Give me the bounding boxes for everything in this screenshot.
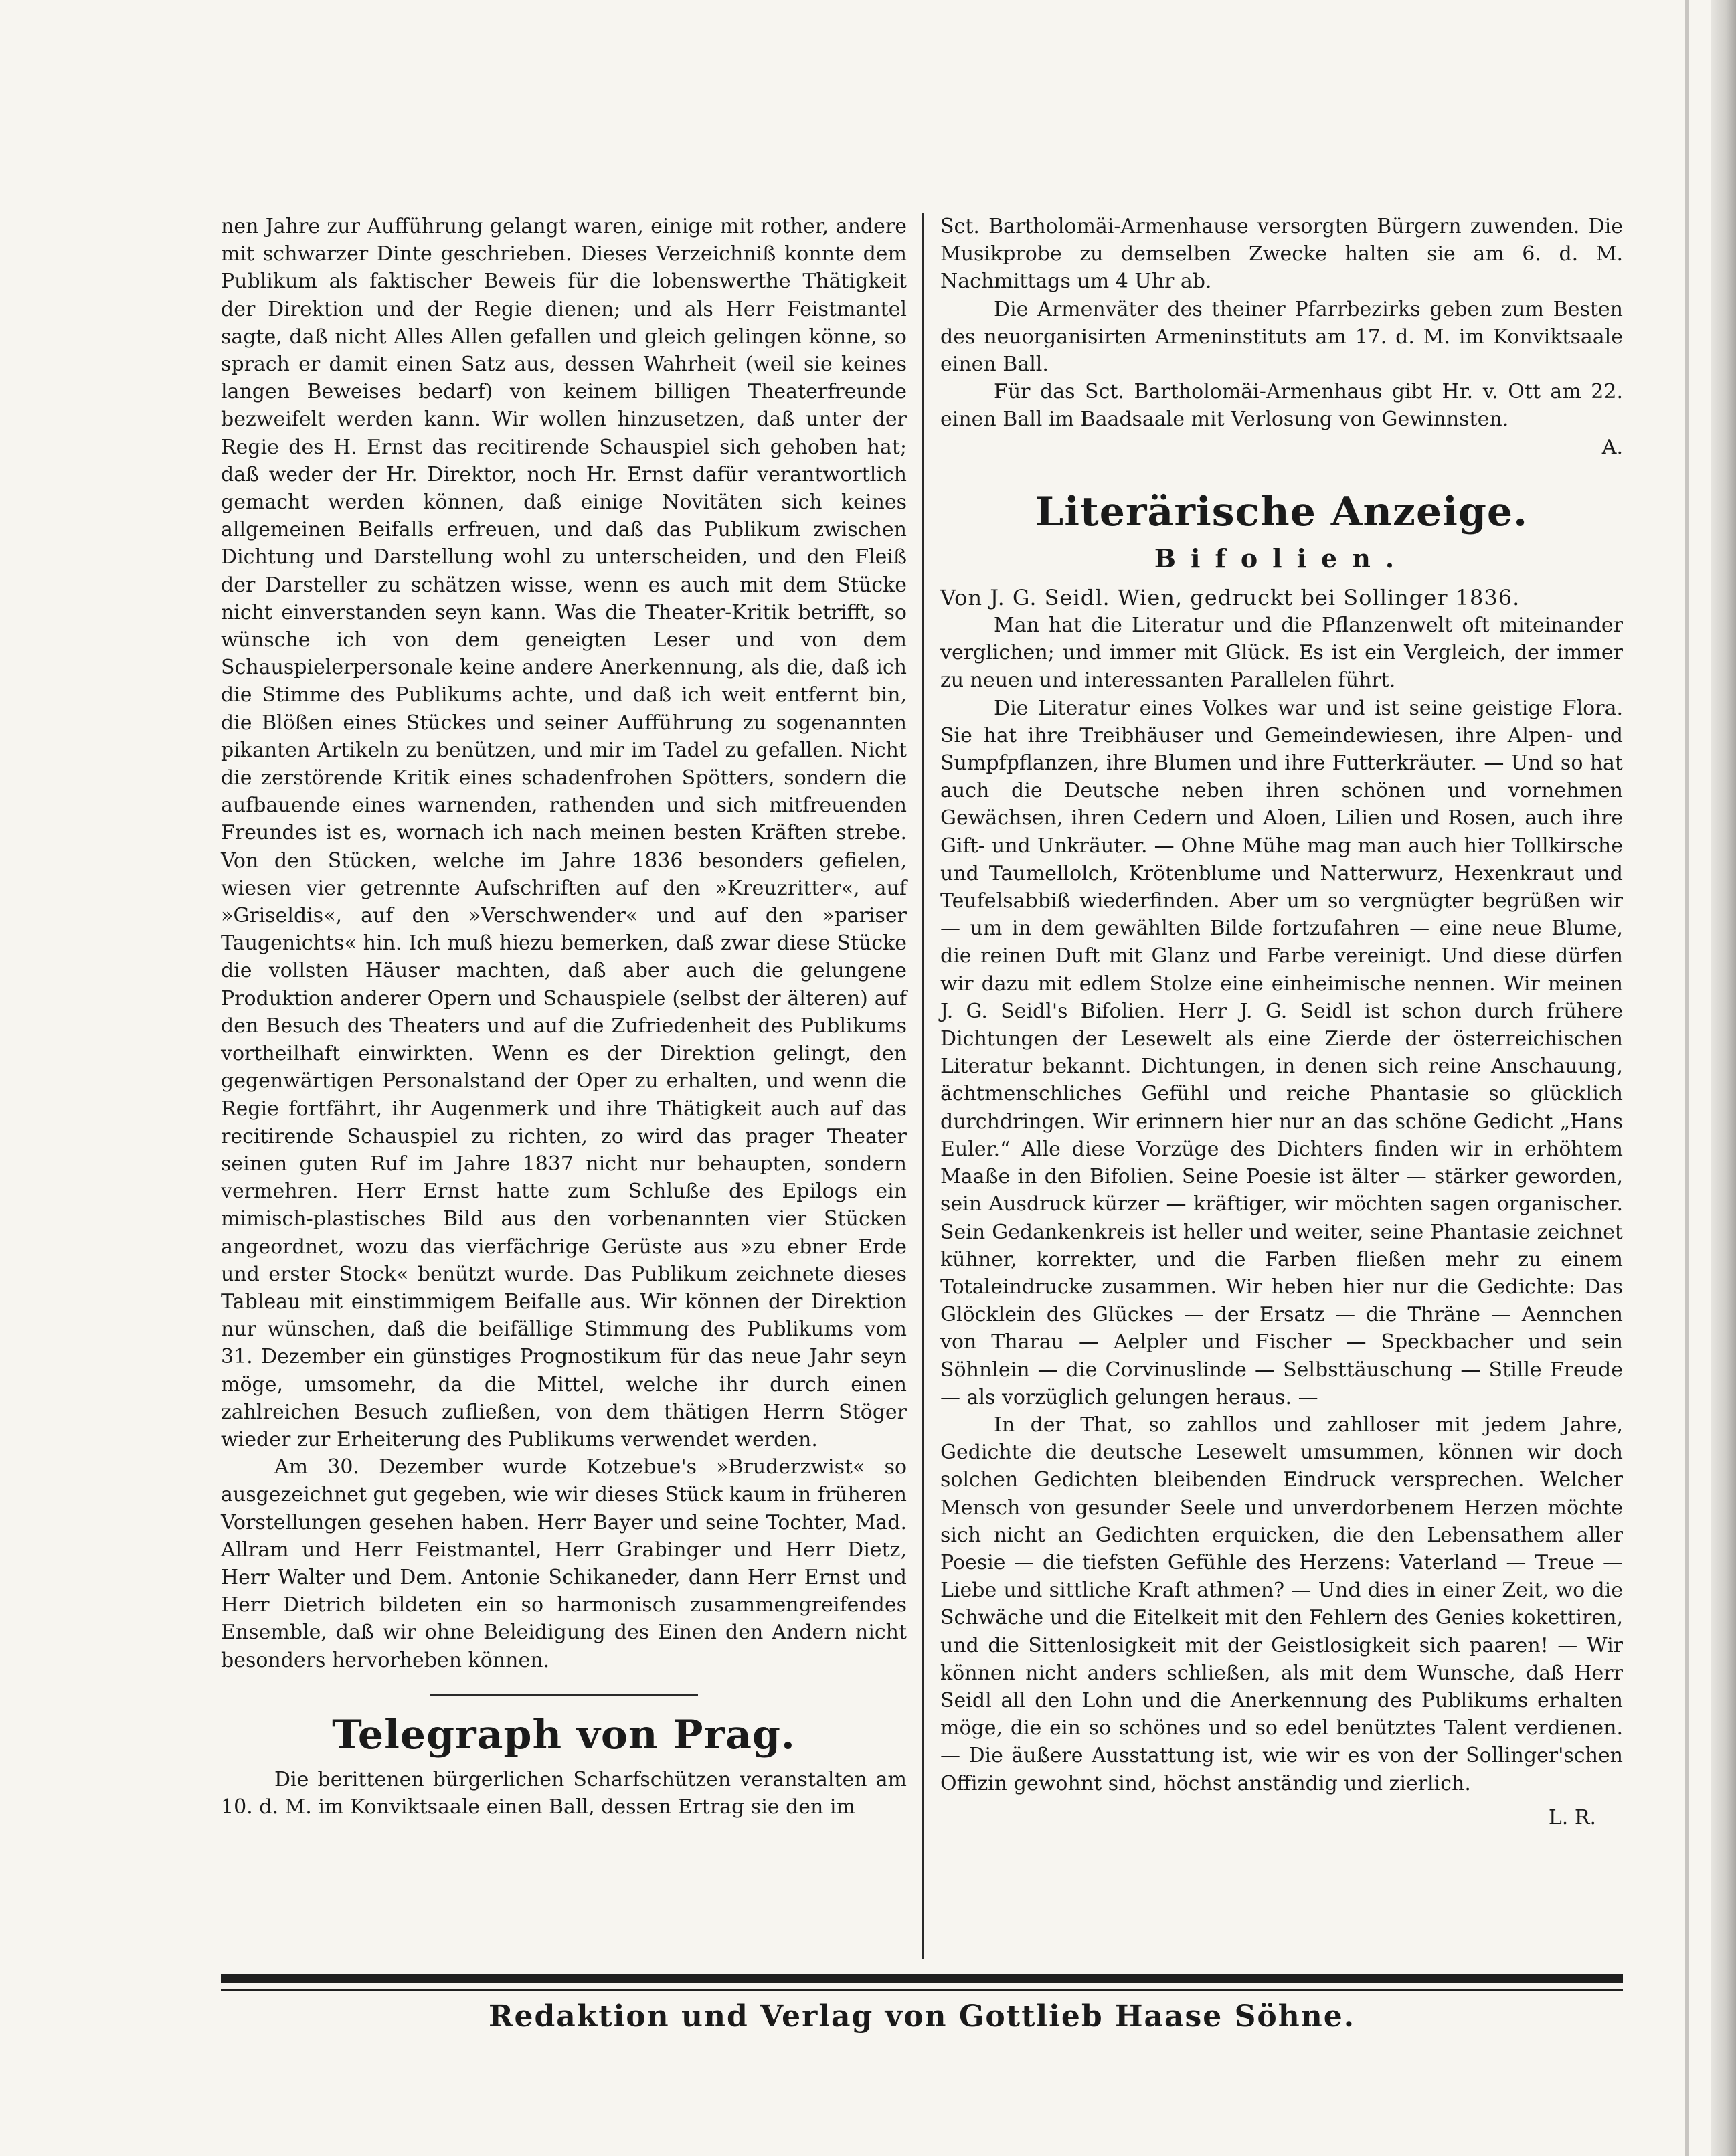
literary-subheading: Bifolien. [1154,543,1409,573]
left-column [221,213,907,1821]
right-paragraph-3: Für das Sct. Bartholomäi-Armenhaus gibt Hr. v. Ott am 22. einen Ball im Baadsaale mit Verlosung von Gewinnsten. [940,380,1623,432]
telegraph-paragraph: Die berittenen bürgerlichen Scharfschützen veranstalten am 10. d. M. im Konviktsaale einen Ball, dessen Ertrag sie den im [221,1767,907,1819]
literary-heading: Literärische Anzeige. [1035,488,1528,535]
literary-paragraph-3: In der That, so zahllos und zahlloser mit jedem Jahre, Gedichte die deutsche Lesewelt umsummen, können wir doch solchen Gedichten bleibenden Eindruck versprechen. Welcher Mensch von gesunder Seele und unverdorbenem Herzen möchte sich nicht an Gedichten erquicken, die den Lebensathem aller Poesie — die tiefsten Gefühle des Herzens: Vaterland — Treue — Liebe und sittliche Kraft athmen? — Und dies in einer Zeit, wo die Schwäche und die Eitelkeit mit den Fehlern des Genies kokettiren, und die Sittenlosigkeit mit der Geistlosigkeit sich paaren! — Wir können nicht anders schließen, als mit dem Wunsche, daß Herr Seidl all den Lohn und die Anerkennung des Publikums erhalten möge, die ein so schönes und so edel benütztes Talent verdienen. — Die äußere Ausstattung ist, wie wir es von der Sollinger'schen Offizin gewohnt sind, höchst anständig und zierlich. [940,1413,1623,1795]
literary-paragraph-2: Die Literatur eines Volkes war und ist seine geistige Flora. Sie hat ihre Treibhäuser und Gemeindewiesen, ihre Alpen- und Sumpfpflanzen, ihre Blumen und ihre Futterkräuter. — Und so hat auch die Deutsche neben ihren schönen und vornehmen Gewächsen, ihren Cedern und Aloen, Lilien und Rosen, auch ihre Gift- und Unkräuter. — Ohne Mühe mag man auch hier Tollkirsche und Taumellolch, Krötenblume und Natterwurz, Hexenkraut und Teufelsabbiß wiederfinden. Aber um so vergnügter begrüßen wir — um in dem gewählten Bilde fortzufahren — eine neue Blume, die reinen Duft mit Glanz und Farbe vereinigt. Und diese dürfen wir dazu mit edlem Stolze eine einheimische nennen. Wir meinen J. G. Seidl's Bifolien. Herr J. G. Seidl ist schon durch frühere Dichtungen der Lesewelt als eine Zierde der österreichischen Literatur bekannt. Dichtungen, in denen sich reine Anschauung, ächtmenschliches Gefühl und reiche Phantasie so glücklich durchdringen. Wir erinnern hier nur an das schöne Gedicht „Hans Euler.“ Alle diese Vorzüge des Dichters finden wir in erhöhtem Maaße in den Bifolien. Seine Poesie ist älter — stärker geworden, sein Ausdruck kürzer — kräftiger, wir möchten sagen organischer. Sein Gedankenkreis ist heller und weiter, seine Phantasie zeichnet kühner, korrekter, und die Farben fließen mehr zu einem Totaleindrucke zusammen. Wir heben hier nur die Gedichte: Das Glöcklein des Glückes — der Ersatz — die Thräne — Aennchen von Tharau — Aelpler und Fischer — Speckbacher und sein Söhnlein — die Corvinuslinde — Selbsttäuschung — Stille Freude — als vorzüglich gelungen heraus. — [940,696,1623,1409]
page-edge-line [1685,0,1689,2156]
heading-rule [430,1694,698,1696]
right-column [940,213,1623,1831]
page-shadow [1711,0,1736,2156]
publisher-imprint: Redaktion und Verlag von Gottlieb Haase Söhne. [488,1999,1356,2034]
telegraph-heading: Telegraph von Prag. [332,1711,796,1759]
left-paragraph-1: nen Jahre zur Aufführung gelangt waren, einige mit rother, andere mit schwarzer Dinte geschrieben. Dieses Verzeichniß konnte dem Publikum als faktischer Beweis für die lobenswerthe Thätigkeit der Direktion und der Regie dienen; und als Herr Feistmantel sagte, daß nicht Alles Allen gefallen und gleich gelingen könne, so sprach er damit einen Satz aus, dessen Wahrheit (weil sie keines langen Beweises bedarf) von keinem billigen Theaterfreunde bezweifelt werden kann. Wir wollen hinzusetzen, daß unter der Regie des H. Ernst das recitirende Schauspiel sich gehoben hat; daß weder der Hr. Direktor, noch Hr. Ernst dafür verantwortlich gemacht werden können, daß einige Novitäten sich keines allgemeinen Beifalls erfreuen, und daß das Publikum zwischen Dichtung und Darstellung wohl zu unterscheiden, und den Fleiß der Darsteller zu schätzen wisse, wenn es auch mit dem Stücke nicht einverstanden seyn kann. Was die Theater-Kritik betrifft, so wünsche ich von dem geneigten Leser und von dem Schauspielerpersonale keine andere Anerkennung, als die, daß ich die Stimme des Publikums achte, und daß ich weit entfernt bin, die Blößen eines Stückes und seiner Aufführung zu sogenannten pikanten Artikeln zu benützen, und mir im Tadel zu gefallen. Nicht die zerstörende Kritik eines schadenfrohen Spötters, sondern die aufbauende eines warnenden, rathenden und sich mitfreuenden Freundes ist es, wornach ich nach meinen besten Kräften strebe. Von den Stücken, welche im Jahre 1836 besonders gefielen, wiesen vier getrennte Aufschriften auf den »Kreuzritter«, auf »Griseldis«, auf den »Verschwender« und auf den »pariser Taugenichts« hin. Ich muß hiezu bemerken, daß zwar diese Stücke die vollsten Häuser machten, daß aber auch die gelungene Produktion anderer Opern und Schauspiele (selbst der älteren) auf den Besuch des Theaters und auf die Zufriedenheit des Publikums vortheilhaft einwirkten. Wenn es der Direktion gelingt, den gegenwärtigen Personalstand der Oper zu erhalten, und wenn die Regie fortfährt, ihr Augenmerk und ihre Thätigkeit auch auf das recitirende Schauspiel zu richten, zo wird das prager Theater seinen guten Ruf im Jahre 1837 nicht nur behaupten, sondern vermehren. Herr Ernst hatte zum Schluße des Epilogs ein mimisch-plastisches Bild aus den vorbenannten vier Stücken angeordnet, wozu das vierfächrige Gerüste aus »zu ebner Erde und erster Stock« benützt wurde. Das Publikum zeichnete dieses Tableau mit einstimmigem Beifalle aus. Wir können der Direktion nur wünschen, daß die beifällige Stimmung des Publikums vom 31. Dezember ein günstiges Prognostikum für das neue Jahr seyn möge, umsomehr, da die Mittel, welche ihr durch einen zahlreichen Besuch zufließen, von dem thätigen Herrn Stöger wieder zur Erheiterung des Publikums verwendet werden. [221,215,907,1451]
footer-rule-thick [221,1974,1623,1983]
literary-paragraph-1: Man hat die Literatur und die Pflanzenwelt oft miteinander verglichen; und immer mit Glück. Es ist ein Vergleich, der immer zu neuen und interessanten Parallelen führt. [940,614,1623,693]
literary-signoff: L. R. [1548,1805,1596,1829]
left-paragraph-2: Am 30. Dezember wurde Kotzebue's »Bruderzwist« so ausgezeichnet gut gegeben, wie wir dieses Stück kaum in früheren Vorstellungen gesehen haben. Herr Bayer und seine Tochter, Mad. Allram und Herr Feistmantel, Herr Grabinger und Herr Dietz, Herr Walter und Dem. Antonie Schikaneder, dann Herr Ernst und Herr Dietrich bildeten ein so harmonisch zusammengreifendes Ensemble, daß wir ohne Beleidigung des Einen den Andern nicht besonders hervorheben können. [221,1455,907,1672]
column-divider [922,213,924,1959]
right-paragraph-2: Die Armenväter des theiner Pfarrbezirks geben zum Besten des neuorganisirten Armeninstituts am 17. d. M. im Konviktsaale einen Ball. [940,297,1623,377]
footer-rule-thin [221,1989,1623,1991]
telegraph-signoff: A. [1601,435,1623,459]
right-paragraph-1: Sct. Bartholomäi-Armenhause versorgten Bürgern zuwenden. Die Musikprobe zu demselben Zwecke halten sie am 6. d. M. Nachmittags um 4 Uhr ab. [940,215,1623,294]
literary-byline: Von J. G. Seidl. Wien, gedruckt bei Sollinger 1836. [940,584,1521,610]
